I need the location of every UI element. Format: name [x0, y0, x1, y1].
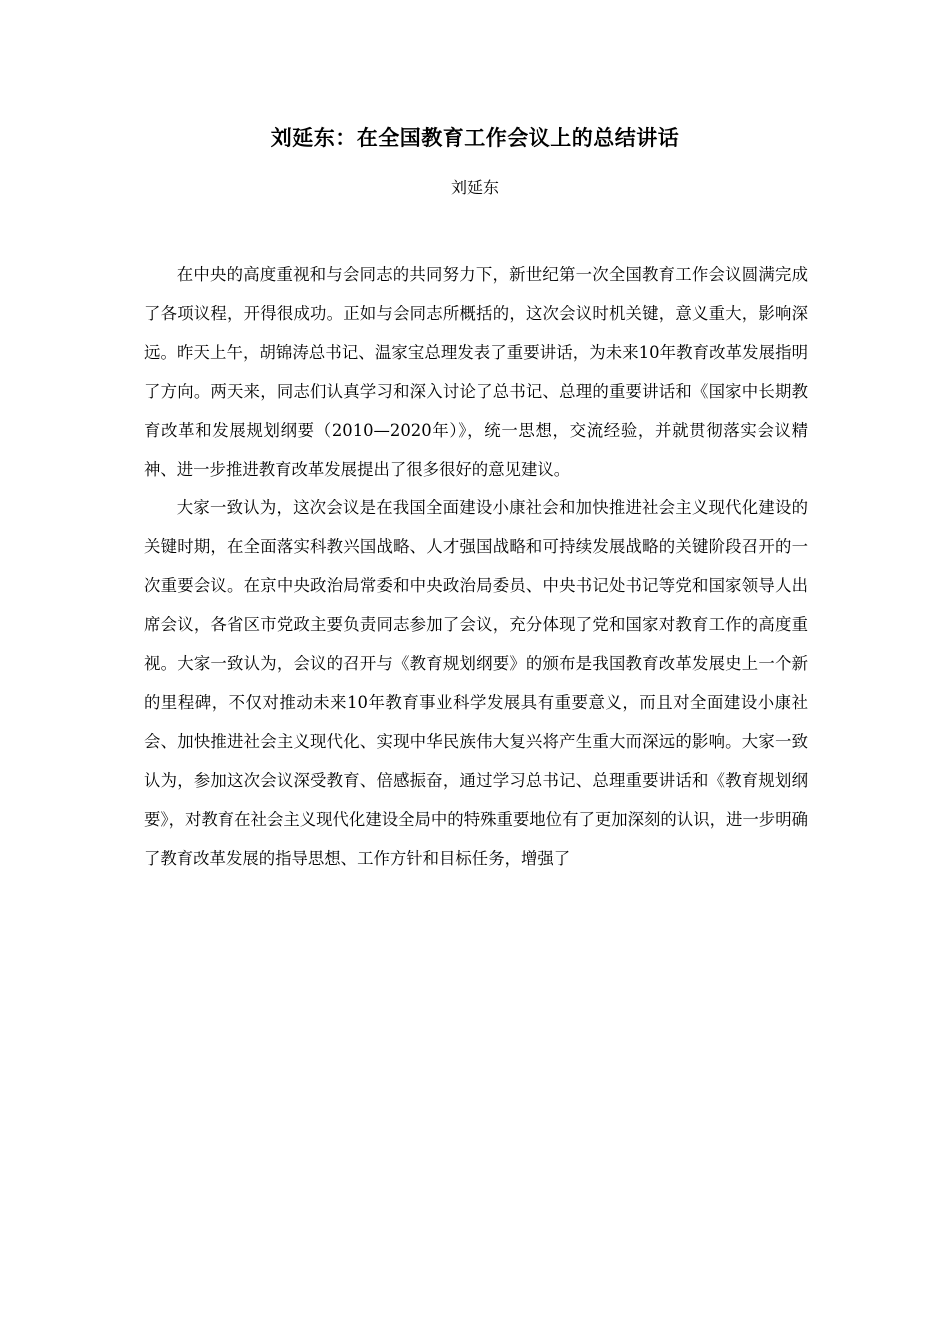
paragraph-2: 大家一致认为，这次会议是在我国全面建设小康社会和加快推进社会主义现代化建设的关键时期，在全面落实科教兴国战略、人才强国战略和可持续发展战略的关键阶段召开的一次重要会议。在京中央政治局常委和中央政治局委员、中央书记处书记等党和国家领导人出席会议，各省区市党政主要负责同志参加了会议，充分体现了党和国家对教育工作的高度重视。大家一致认为，会议的召开与《教育规划纲要》的颁布是我国教育改革发展史上一个新的里程碑，不仅对推动未来10年教育事业科学发展具有重要意义，而且对全面建设小康社会、加快推进社会主义现代化、实现中华民族伟大复兴将产生重大而深远的影响。大家一致认为，参加这次会议深受教育、倍感振奋，通过学习总书记、总理重要讲话和《教育规划纲要》，对教育在社会主义现代化建设全局中的特殊重要地位有了更加深刻的认识，进一步明确了教育改革发展的指导思想、工作方针和目标任务，增强了 — [144, 498, 808, 868]
document-author: 刘延东 — [450, 178, 499, 197]
document-title: 刘延东：在全国教育工作会议上的总结讲话 — [270, 125, 680, 150]
document-body — [144, 256, 808, 879]
paragraph-1: 在中央的高度重视和与会同志的共同努力下，新世纪第一次全国教育工作会议圆满完成了各项议程，开得很成功。正如与会同志所概括的，这次会议时机关键，意义重大，影响深远。昨天上午，胡锦涛总书记、温家宝总理发表了重要讲话，为未来10年教育改革发展指明了方向。两天来，同志们认真学习和深入讨论了总书记、总理的重要讲话和《国家中长期教育改革和发展规划纲要（2010—2020年）》，统一思想，交流经验，并就贯彻落实会议精神、进一步推进教育改革发展提出了很多很好的意见建议。 — [144, 265, 808, 479]
